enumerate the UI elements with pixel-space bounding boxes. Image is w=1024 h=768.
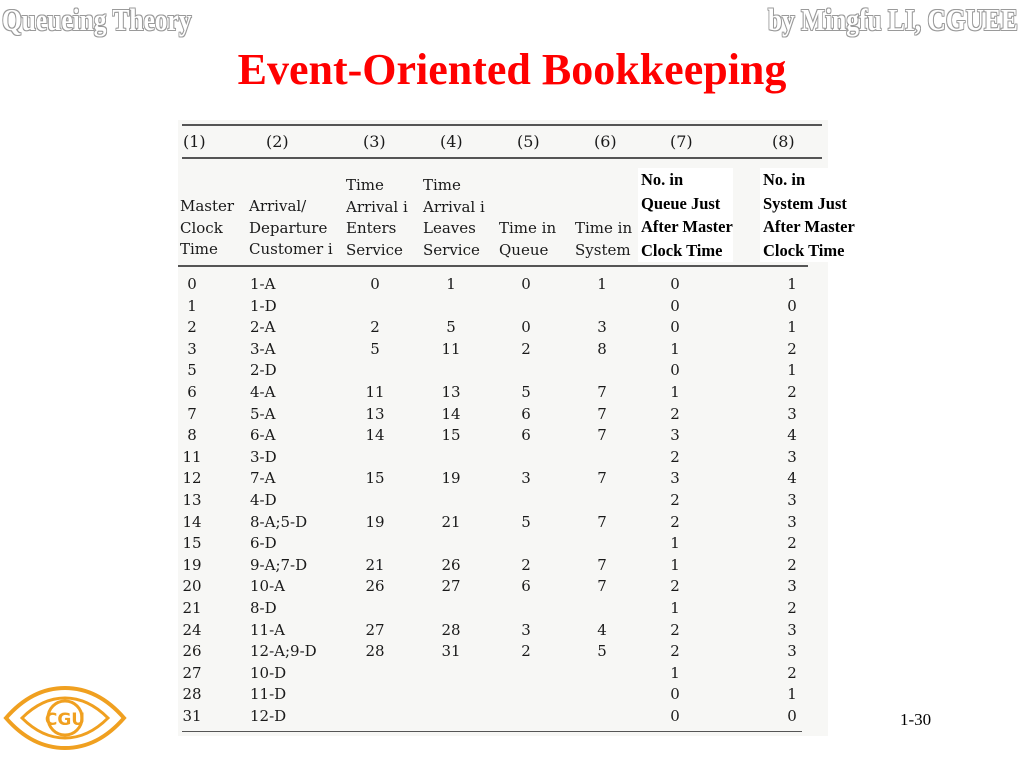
table-cell: 8 (597, 339, 607, 358)
table-cell: 2-A (250, 318, 276, 337)
table-cell: 13 (441, 383, 461, 401)
table-cell: 2 (670, 447, 680, 466)
table-cell: 7 (597, 469, 607, 488)
table-cell: 11 (182, 447, 202, 466)
table-cell: 3 (521, 469, 531, 488)
table-cell: 3 (787, 512, 797, 531)
table-cell: 2 (187, 318, 197, 337)
table-cell: 3 (187, 339, 197, 358)
table-cell: 2 (670, 577, 680, 596)
table-cell: 7-A (250, 469, 276, 488)
table-cell: 21 (365, 555, 385, 574)
table-cell: 7 (597, 555, 607, 574)
table-cell: 6 (521, 404, 531, 423)
table-cell: 6 (521, 577, 531, 596)
column-label: Master Clock Time (180, 197, 235, 258)
table-cell: 13 (365, 404, 385, 423)
table-cell: 19 (182, 555, 202, 574)
table-cell: 12-D (250, 707, 287, 725)
table-cell: 4-A (250, 383, 276, 401)
column-number: (2) (266, 132, 289, 151)
table-cell: 5 (597, 642, 607, 661)
table-cell: 1 (670, 599, 680, 617)
table-cell: 0 (670, 296, 680, 315)
table-cell: 3 (670, 426, 680, 445)
table-cell: 19 (365, 512, 385, 531)
table-cell: 0 (187, 275, 197, 293)
table-cell: 2 (670, 642, 680, 661)
table-cell: 1 (787, 318, 797, 337)
table-cell: 7 (597, 383, 607, 401)
column-label-annotation: No. in Queue Just After Master Clock Time (638, 168, 733, 262)
page-number: 1-30 (900, 710, 932, 729)
table-cell: 5 (187, 361, 197, 380)
table-cell: 7 (597, 404, 607, 423)
table-cell: 0 (521, 318, 531, 337)
logo-text: CGU (44, 710, 86, 730)
table-cell: 2 (787, 599, 797, 617)
column-number: (5) (517, 132, 540, 151)
table-cell: 11-D (250, 685, 287, 704)
table-cell: 1 (670, 663, 680, 682)
column-number: (3) (363, 132, 386, 151)
table-cell: 26 (182, 642, 202, 661)
table-cell: 11 (365, 383, 385, 401)
table-cell: 6 (187, 383, 197, 401)
table-cell: 3-D (250, 447, 277, 466)
table-cell: 20 (182, 577, 202, 596)
table-cell: 0 (370, 275, 380, 293)
table-cell: 0 (670, 275, 680, 293)
table-cell: 26 (441, 555, 461, 574)
table-cell: 2 (787, 555, 797, 574)
table-cell: 15 (441, 426, 461, 445)
table-number-rule (182, 157, 822, 159)
table-cell: 7 (187, 404, 197, 423)
table-cell: 19 (441, 469, 461, 488)
table-cell: 0 (670, 685, 680, 704)
table-cell: 1 (787, 685, 797, 704)
table-cell: 31 (441, 642, 461, 661)
table-cell: 5 (521, 512, 531, 531)
table-cell: 8-A;5-D (250, 512, 308, 531)
cgu-logo-icon (2, 682, 128, 752)
slide-title: Event-Oriented Bookkeeping (237, 45, 787, 94)
table-cell: 2 (670, 491, 680, 509)
table-cell: 8 (187, 426, 197, 445)
table-cell: 31 (182, 707, 202, 725)
table-cell: 1 (670, 383, 680, 401)
table-cell: 7 (597, 426, 607, 445)
column-number: (4) (440, 132, 463, 151)
table-cell: 3 (787, 620, 797, 639)
table-cell: 5 (370, 339, 380, 358)
table-cell: 3 (521, 620, 531, 639)
table-cell: 3 (787, 491, 797, 509)
table-cell: 9-A;7-D (250, 555, 308, 574)
table-cell: 3 (787, 447, 797, 466)
table-cell: 7 (597, 512, 607, 531)
table-cell: 2 (787, 383, 797, 401)
table-cell: 2-D (250, 361, 277, 380)
table-cell: 1 (787, 275, 797, 293)
table-cell: 14 (441, 404, 461, 423)
table-cell: 2 (521, 642, 531, 661)
table-cell: 1-D (250, 296, 277, 315)
column-number: (7) (670, 132, 693, 151)
column-label: Time Arrival i Enters Service (346, 176, 408, 259)
table-cell: 5-A (250, 404, 276, 423)
table-cell: 6 (521, 426, 531, 445)
table-header-rule (178, 265, 808, 267)
table-cell: 28 (365, 642, 385, 661)
table-cell: 3 (597, 318, 607, 337)
table-cell: 0 (670, 318, 680, 337)
column-number: (6) (594, 132, 617, 151)
table-cell: 11 (441, 339, 461, 358)
course-header: Queueing Theory (2, 2, 192, 37)
table-cell: 4 (787, 469, 797, 488)
table-cell: 3 (670, 469, 680, 488)
table-cell: 4 (787, 426, 797, 445)
table-cell: 2 (370, 318, 380, 337)
table-cell: 13 (182, 491, 202, 509)
table-cell: 1 (446, 275, 456, 293)
column-label: Time Arrival i Leaves Service (423, 176, 485, 259)
table-cell: 2 (670, 512, 680, 531)
column-label: Arrival/ Departure Customer i (249, 197, 333, 258)
table-cell: 3-A (250, 339, 276, 358)
table-cell: 2 (787, 339, 797, 358)
table-cell: 5 (446, 318, 456, 337)
table-cell: 15 (365, 469, 385, 488)
table-cell: 2 (670, 620, 680, 639)
table-cell: 2 (670, 404, 680, 423)
table-cell: 0 (521, 275, 531, 293)
table-cell: 3 (787, 404, 797, 423)
table-cell: 10-D (250, 663, 287, 682)
table-cell: 21 (182, 599, 202, 617)
column-number: (8) (772, 132, 795, 151)
table-cell: 15 (182, 534, 202, 553)
column-label: Time in System (575, 219, 633, 259)
table-cell: 6-A (250, 426, 276, 445)
author-header: by Mingfu LI, CGUEE (767, 2, 1018, 37)
table-cell: 11-A (250, 620, 285, 639)
table-cell: 0 (670, 361, 680, 380)
table-cell: 1 (670, 339, 680, 358)
table-cell: 4 (597, 620, 607, 639)
table-cell: 2 (787, 534, 797, 553)
table-cell: 3 (787, 577, 797, 596)
column-number: (1) (183, 132, 206, 151)
table-cell: 26 (365, 577, 385, 596)
table-cell: 12 (182, 469, 202, 488)
table-cell: 2 (521, 555, 531, 574)
table-cell: 1 (597, 275, 607, 293)
table-cell: 5 (521, 383, 531, 401)
table-cell: 7 (597, 577, 607, 596)
table-cell: 27 (441, 577, 461, 596)
column-label: Time in Queue (499, 219, 557, 259)
table-top-rule (182, 124, 822, 126)
table-cell: 10-A (250, 577, 285, 596)
table-cell: 1 (787, 361, 797, 380)
table-cell: 0 (787, 707, 797, 725)
table-cell: 24 (182, 620, 202, 639)
column-label-annotation: No. in System Just After Master Clock Time (760, 168, 855, 262)
table-cell: 0 (787, 296, 797, 315)
table-cell: 27 (365, 620, 385, 639)
table-cell: 27 (182, 663, 202, 682)
table-cell: 4-D (250, 491, 277, 509)
table-cell: 21 (441, 512, 461, 531)
table-cell: 28 (441, 620, 461, 639)
table-bottom-rule (182, 731, 802, 732)
table-cell: 1 (670, 555, 680, 574)
table-cell: 8-D (250, 599, 277, 617)
table-cell: 3 (787, 642, 797, 661)
table-cell: 2 (521, 339, 531, 358)
table-cell: 1-A (250, 275, 276, 293)
table-cell: 1 (670, 534, 680, 553)
table-cell: 28 (182, 685, 202, 704)
table-cell: 0 (670, 707, 680, 725)
table-cell: 12-A;9-D (250, 642, 317, 661)
table-cell: 6-D (250, 534, 277, 553)
table-cell: 14 (365, 426, 385, 445)
table-cell: 2 (787, 663, 797, 682)
table-cell: 14 (182, 512, 202, 531)
table-cell: 1 (187, 296, 197, 315)
